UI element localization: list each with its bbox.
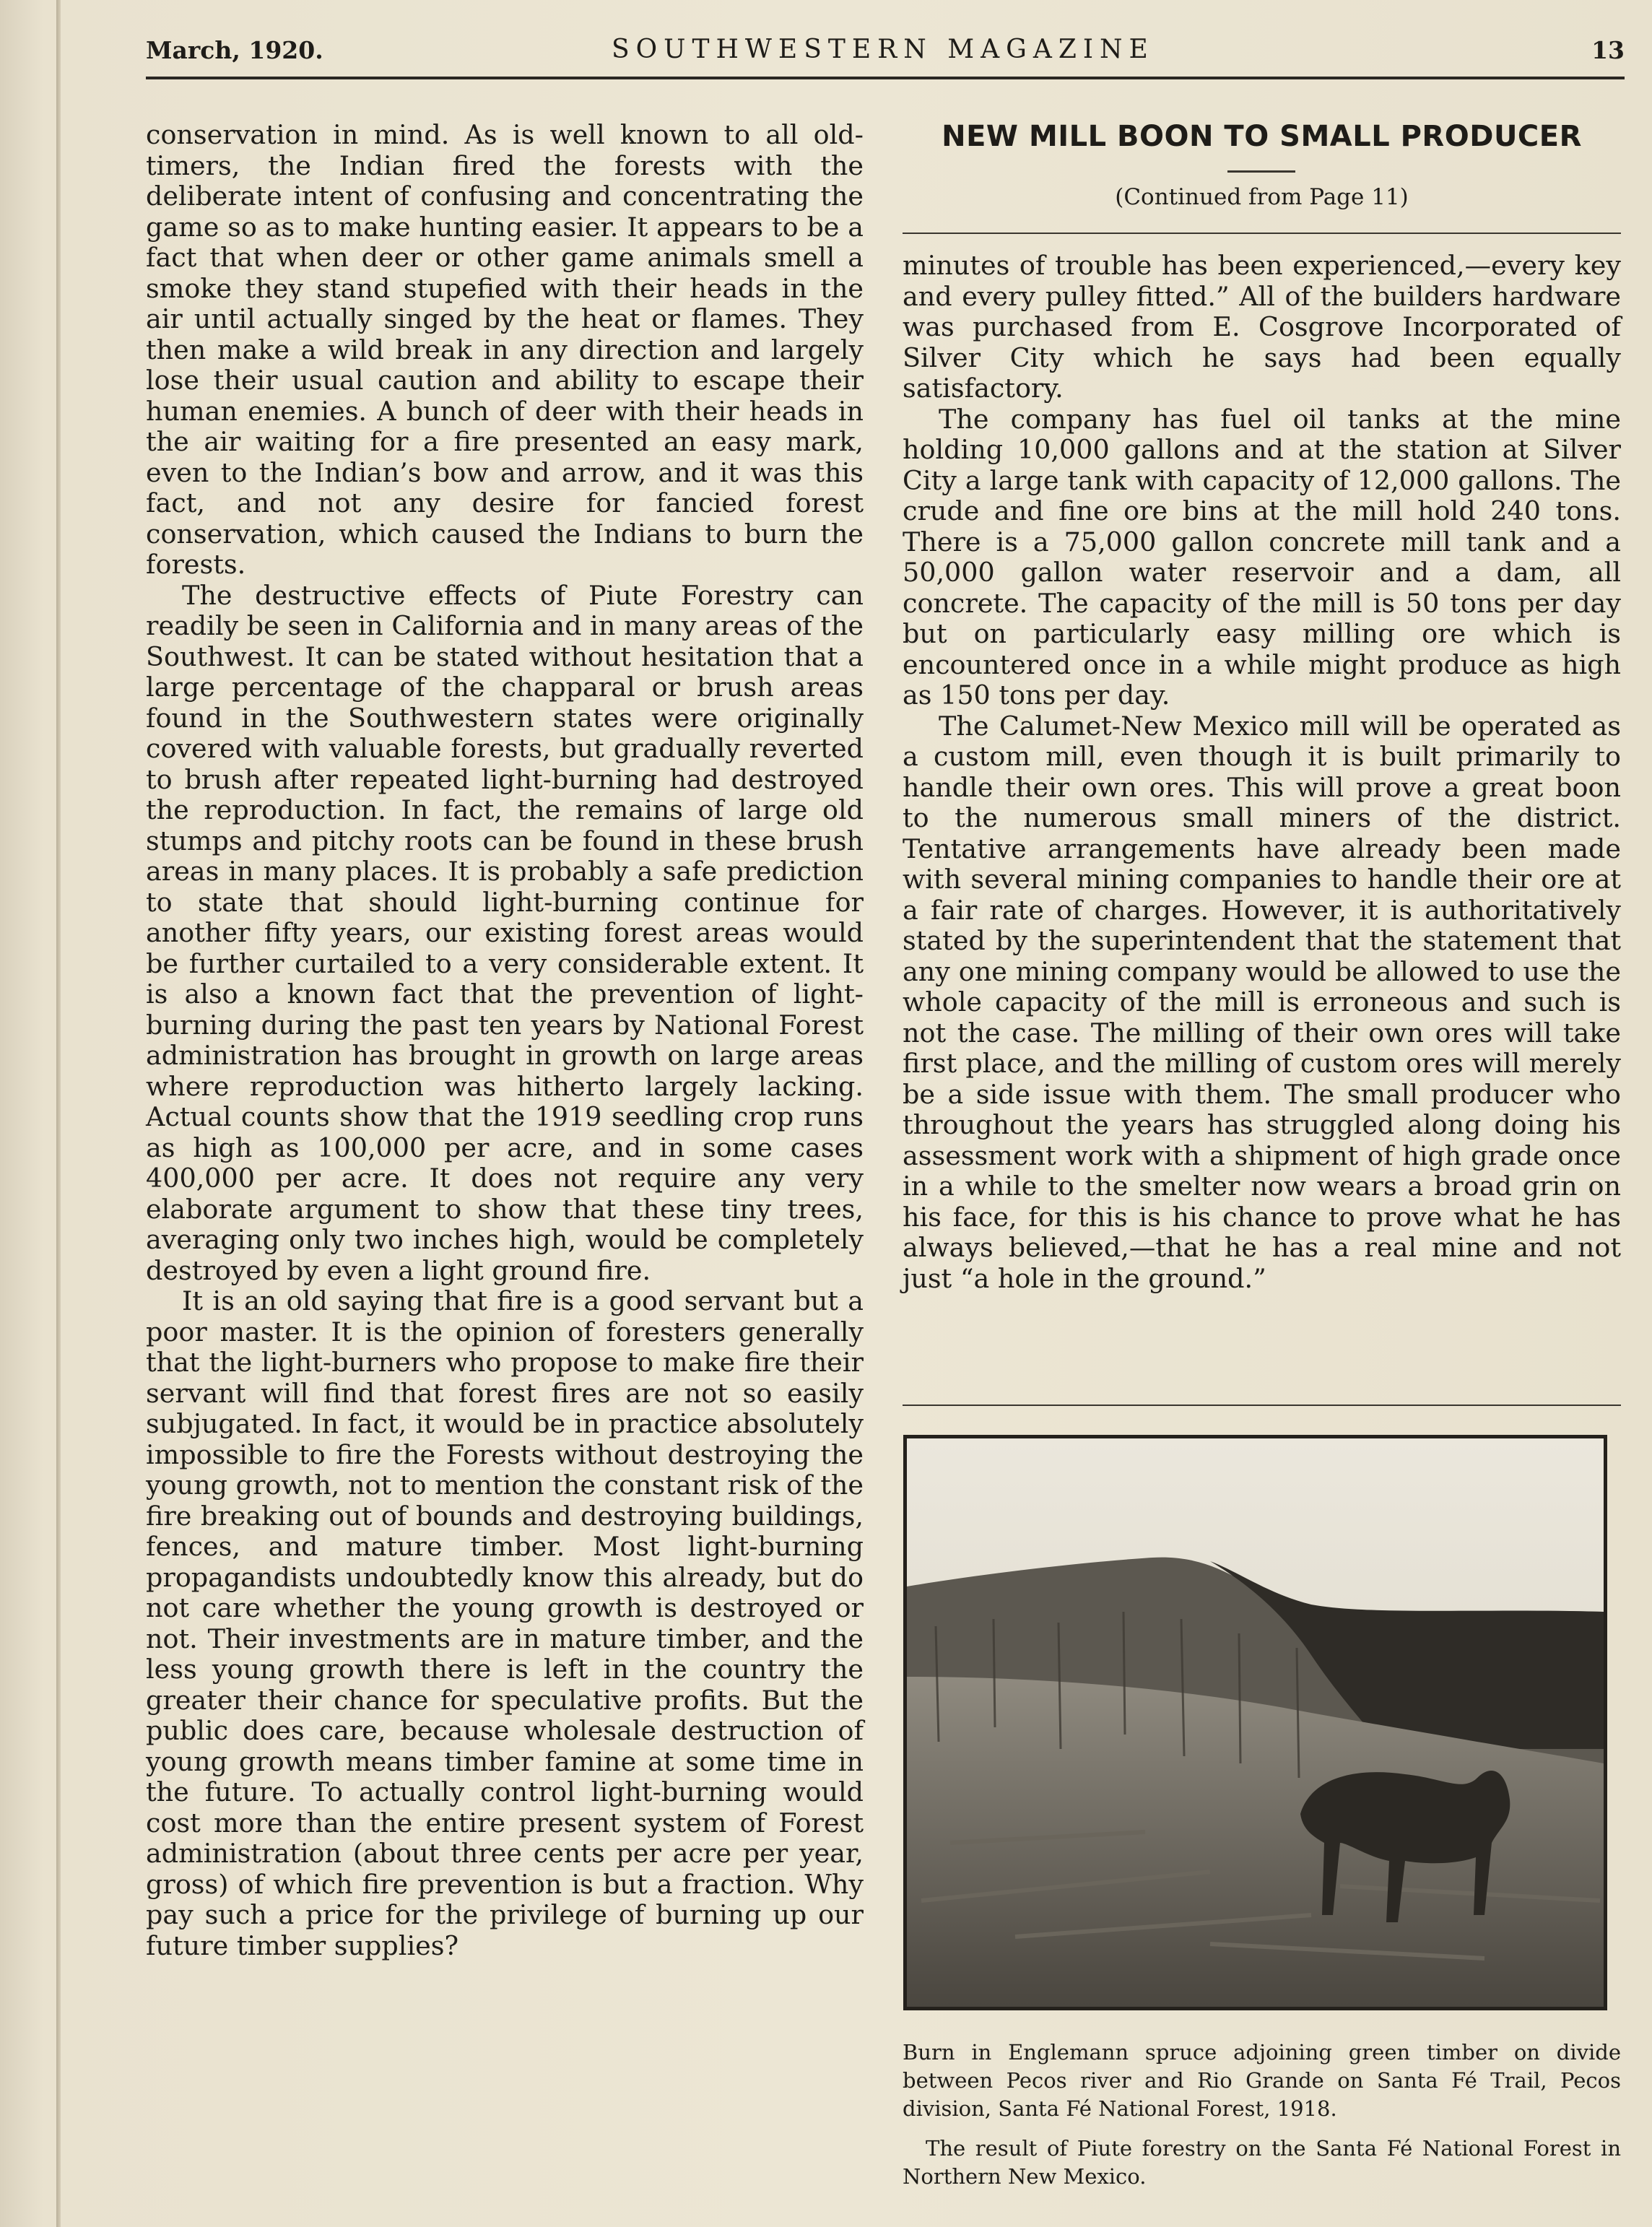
paragraph: The destructive effects of Piute Forestry can readily be seen in California and in many areas of the Southwest. It can be stated without hesitation that a large percentage of the chapparal or brush areas found in the Southwestern states were originally covered with valuable forests, but gradually reverted to brush after repeated light-burning had destroyed the reproduction. In fact, the remains of large old stumps and pitchy roots can be found in these brush areas in many places. It is probably a safe prediction to state that should light-burning continue for another fifty years, our existing forest areas would be further curtailed to a very considerable extent. It is also a known fact that the prevention of light-burning during the past ten years by National Forest administration has brought in growth on large areas where reproduction was hitherto largely lacking. Actual counts show that the 1919 seedling crop runs as high as 100,000 per acre, and in some cases 400,000 per acre. It does not require any very elaborate argument to show that these tiny trees, averaging only two inches high, would be completely destroyed by even a light ground fire. <box>146 579 864 1286</box>
paragraph: conservation in mind. As is well known to all old-timers, the Indian fired the forests with the deliberate intent of confusing and concentrating the game so as to make hunting easier. It appears to be a fact that when deer or other game animals smell a smoke they stand stupefied with their heads in the air until actually singed by the heat or flames. They then make a wild break in any direction and largely lose their usual caution and ability to escape their human enemies. A bunch of deer with their heads in the air waiting for a fire presented an easy mark, even to the Indian’s bow and arrow, and it was this fact, and not any desire for fancied forest conservation, which caused the Indians to burn the forests. <box>146 119 864 580</box>
paragraph: The Calumet-New Mexico mill will be operated as a custom mill, even though it is built primarily to handle their own ores. This will prove a great boon to the numerous small miners of the district. Tentative arrangements have already been made with several mining companies to handle their ore at a fair rate of charges. However, it is authoritatively stated by the superintendent that the statement that any one mining company would be allowed to use the whole capacity of the mill is erroneous and such is not the case. The milling of their own ores will take first place, and the milling of custom ores will merely be a side issue with them. The small producer who throughout the years has struggled along doing his assessment work with a shipment of high grade once in a while to the smelter now wears a broad grin on his face, for this is his chance to prove what he has always believed,—that he has a real mine and not just “a hole in the ground.” <box>903 710 1621 1294</box>
article-rule-bottom <box>903 1405 1621 1406</box>
page-header <box>146 36 1625 79</box>
article-rule-top <box>903 233 1621 234</box>
binding-edge <box>56 0 61 2227</box>
issue-date: March, 1920. <box>146 36 323 64</box>
photo-caption-note: The result of Piute forestry on the Santa Fé National Forest in Northern New Mexico. <box>903 2136 1621 2189</box>
forest-burn-photo <box>903 1435 1607 2010</box>
photo-illustration <box>907 1438 1604 2007</box>
photo-caption: Burn in Englemann spruce adjoining green timber on divide between Pecos river and Rio Grande on Santa Fé Trail, Pecos division, Santa Fé National Forest, 1918. <box>903 2040 1621 2121</box>
magazine-title: SOUTHWESTERN MAGAZINE <box>612 35 1155 64</box>
right-column <box>903 251 1621 1294</box>
paragraph: It is an old saying that fire is a good servant but a poor master. It is the opinion of foresters generally that the light-burners who propose to make fire their servant will find that forest fires are not so easily subjugated. In fact, it would be in practice absolutely impossible to fire the Forests without destroying the young growth, not to mention the constant risk of the fire breaking out of bounds and destroying buildings, fences, and mature timber. Most light-burning propagandists undoubtedly know this already, but do not care whether the young growth is destroyed or not. Their investments are in mature timber, and the less young growth there is left in the country the greater their chance for speculative profits. But the public does care, because wholesale destruction of young growth means timber famine at some time in the future. To actually control light-burning would cost more than the entire present system of Forest administration (about three cents per acre per year, gross) of which fire prevention is but a fraction. Why pay such a price for the privilege of burning up our future timber supplies? <box>146 1285 864 1961</box>
paragraph: The company has fuel oil tanks at the mine holding 10,000 gallons and at the station at Silver City a large tank with capacity of 12,000 gallons. The crude and fine ore bins at the mill hold 240 tons. There is a 75,000 gallon concrete mill tank and a 50,000 gallon water reservoir and a dam, all concrete. The capacity of the mill is 50 tons per day but on particularly easy milling ore which is encountered once in a while might produce as high as 150 tons per day. <box>903 403 1621 711</box>
page-number: 13 <box>1591 36 1625 64</box>
title-divider <box>1227 170 1295 173</box>
article-title: NEW MILL BOON TO SMALL PRODUCER <box>942 120 1582 153</box>
left-column <box>146 120 864 1961</box>
paragraph: minutes of trouble has been experienced,—every key and every pulley fitted.” All of the builders hardware was purchased from E. Cosgrove Incorporated of Silver City which he says had been equally satisfactory. <box>903 250 1621 404</box>
continued-note: (Continued from Page 11) <box>1115 184 1409 210</box>
